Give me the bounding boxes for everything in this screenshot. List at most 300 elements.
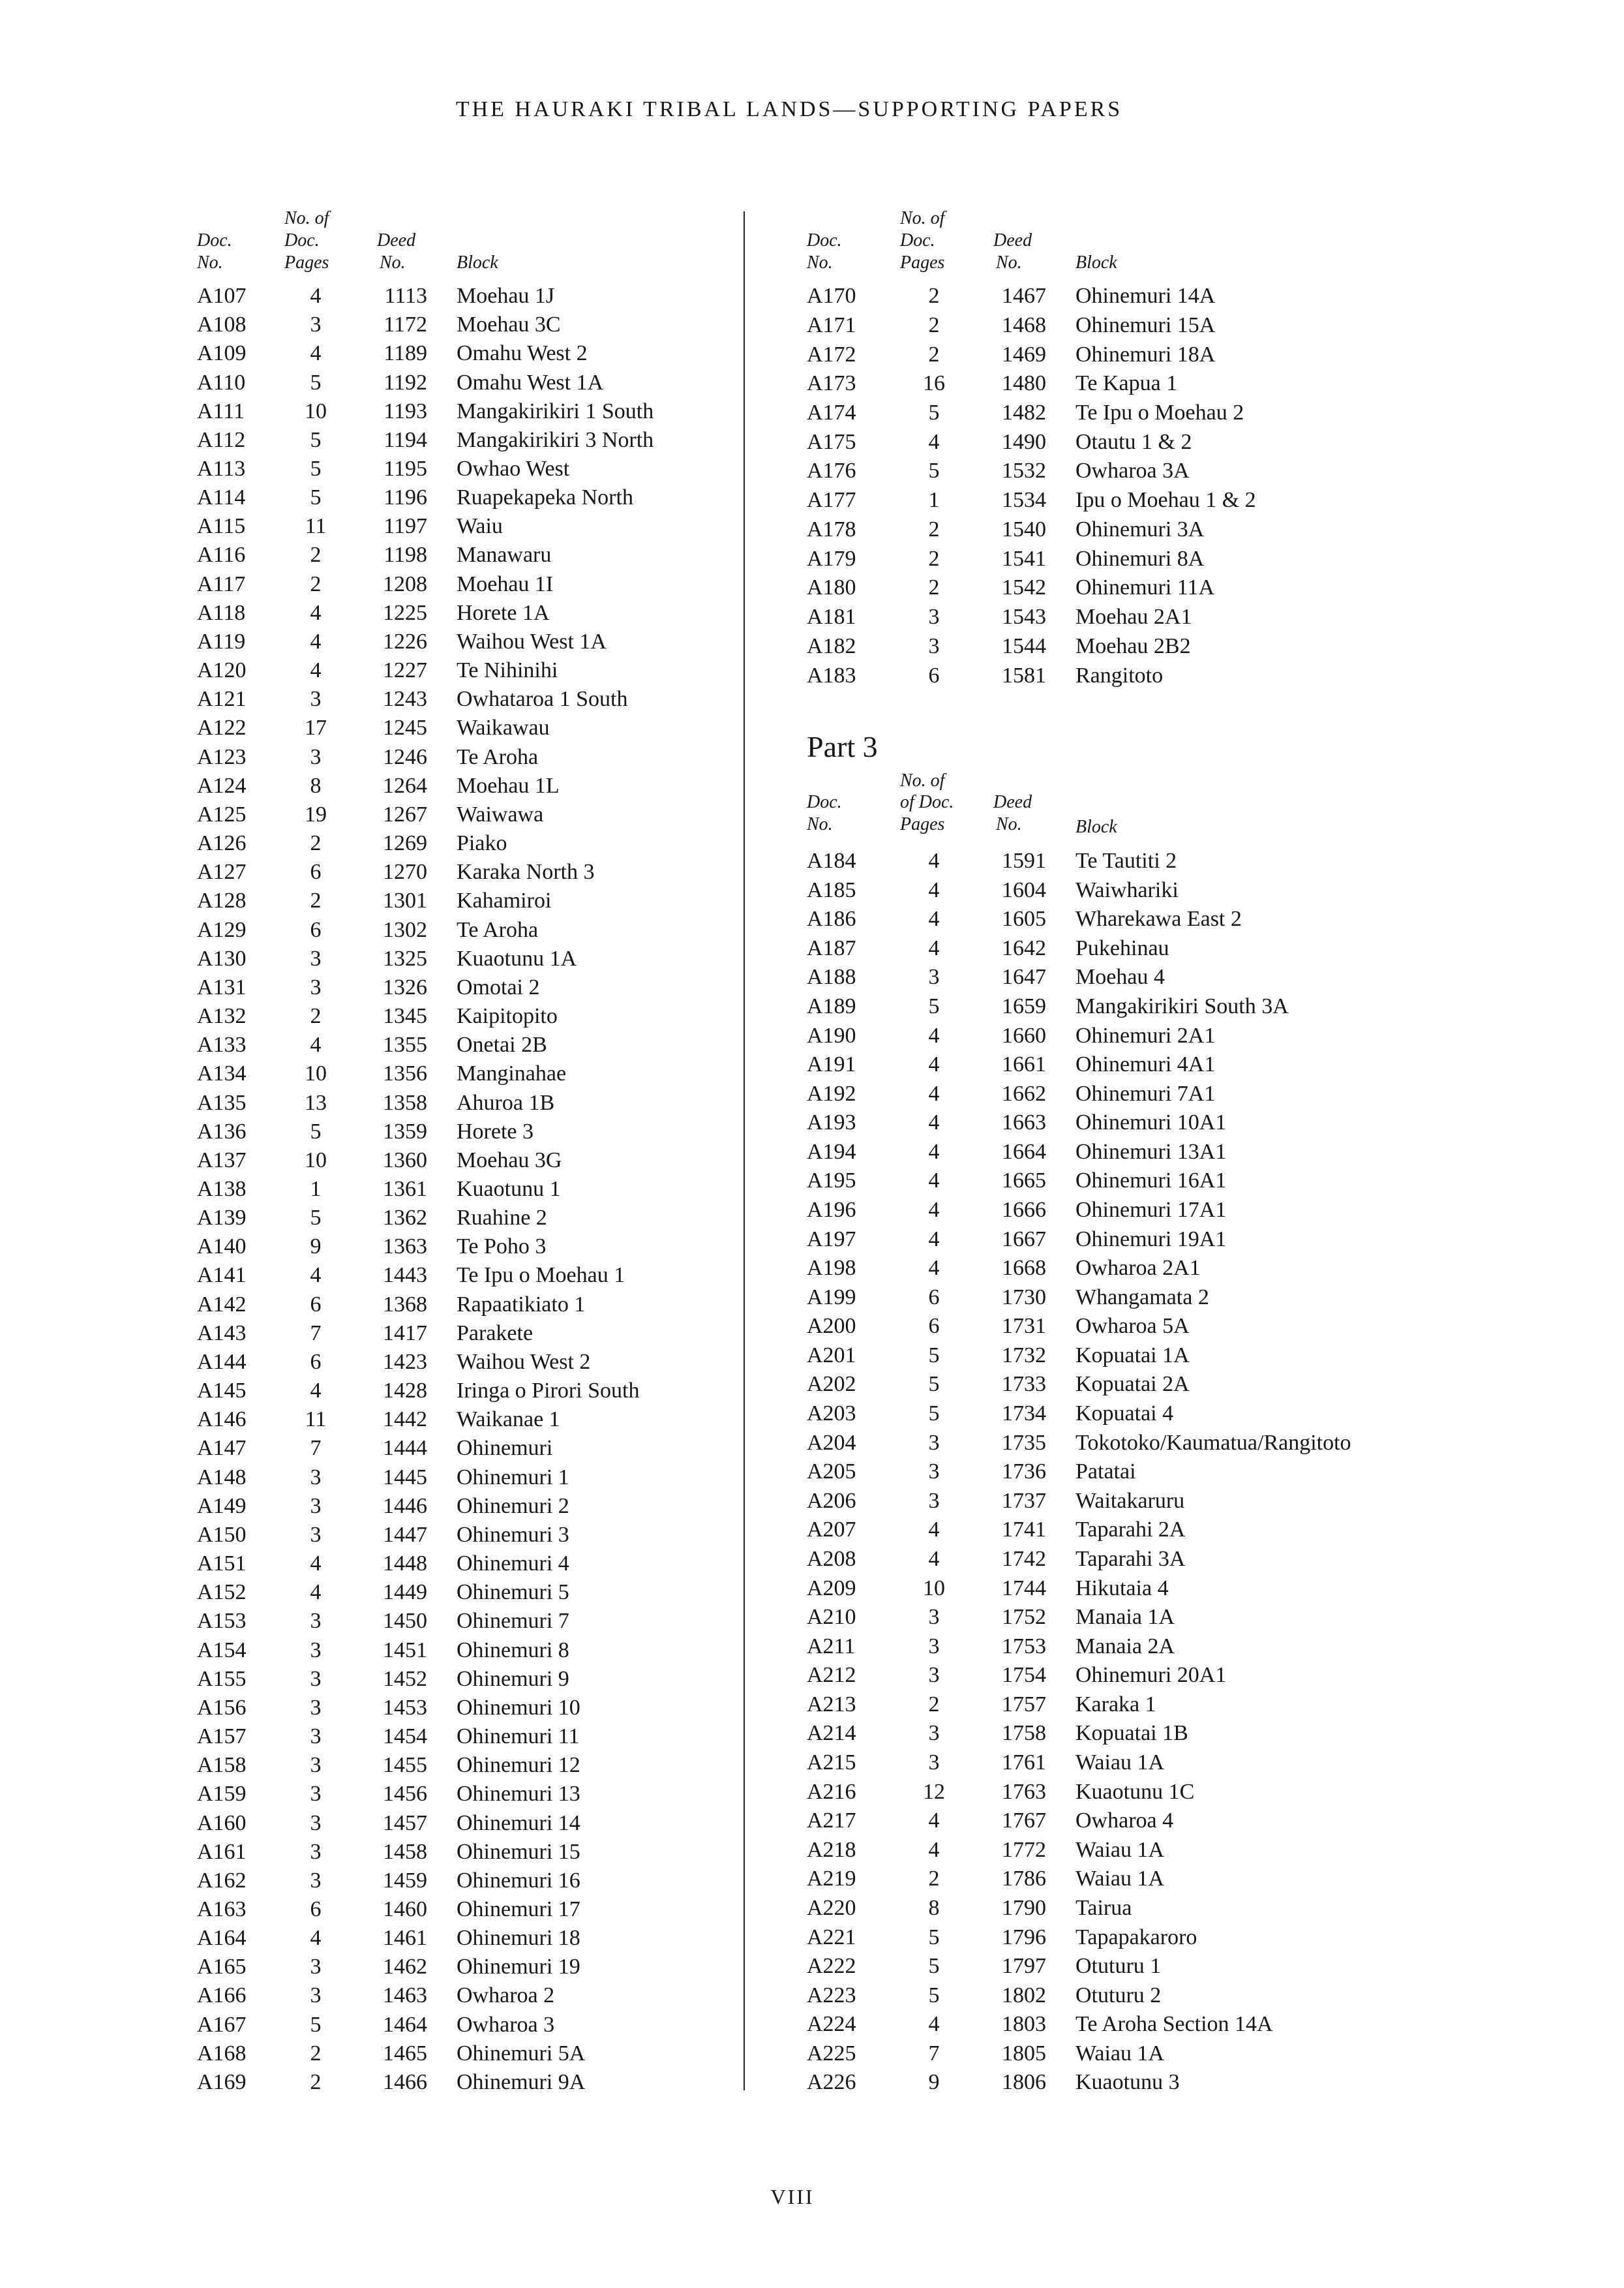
doc-no-cell: A181 [807, 605, 856, 630]
doc-no-cell: A133 [197, 1033, 247, 1058]
doc-no-cell: A189 [807, 994, 856, 1018]
table-row [0, 1545, 1624, 1574]
header-doc-no-line2: No. [197, 252, 223, 273]
header-block: Block [457, 252, 498, 273]
deed-no-cell: 1451 [383, 1638, 427, 1662]
block-cell: Ohinemuri 4 [457, 1551, 569, 1576]
block-cell: Ohinemuri 8A [1075, 546, 1205, 571]
block-cell: Ohinemuri 13A1 [1075, 1139, 1227, 1164]
doc-no-cell: A176 [807, 459, 856, 483]
doc-no-cell: A221 [807, 1925, 856, 1949]
block-cell: Te Nihinihi [457, 658, 558, 683]
pages-cell: 3 [928, 1634, 940, 1658]
block-cell: Moehau 3G [457, 1148, 562, 1172]
block-cell: Kuaotunu 1C [1075, 1779, 1195, 1804]
deed-no-cell: 1447 [383, 1522, 427, 1547]
pages-cell: 3 [928, 1750, 940, 1775]
deed-no-cell: 1246 [383, 744, 427, 769]
pages-cell: 6 [310, 1349, 322, 1374]
pages-cell: 4 [928, 936, 940, 960]
pages-cell: 6 [310, 860, 322, 885]
deed-no-cell: 1113 [384, 284, 427, 308]
block-cell: Ohinemuri 18 [457, 1926, 580, 1951]
table-row [0, 1487, 1624, 1516]
table-row [0, 1632, 1624, 1661]
block-cell: Ohinemuri 7 [457, 1609, 569, 1634]
pages-cell: 4 [928, 1081, 940, 1106]
doc-no-cell: A129 [197, 917, 247, 942]
pages-cell: 3 [310, 1493, 322, 1518]
deed-no-cell: 1270 [383, 860, 427, 885]
block-cell: Horete 3 [457, 1119, 534, 1144]
deed-no-cell: 1448 [383, 1551, 427, 1576]
table-row [0, 2068, 1624, 2097]
block-cell: Manawaru [457, 543, 552, 568]
block-cell: Ohinemuri 13 [457, 1782, 580, 1807]
block-cell: Te Ipu o Moehau 1 [457, 1263, 625, 1288]
doc-no-cell: A136 [197, 1119, 247, 1144]
pages-cell: 4 [310, 1263, 322, 1288]
doc-no-cell: A127 [197, 860, 247, 885]
deed-no-cell: 1444 [383, 1436, 427, 1461]
doc-no-cell: A193 [807, 1110, 856, 1135]
table-row [0, 1080, 1624, 1108]
deed-no-cell: 1482 [1002, 401, 1046, 425]
pages-cell: 2 [928, 1867, 940, 1891]
pages-cell: 3 [928, 1663, 940, 1688]
deed-no-cell: 1741 [1002, 1518, 1046, 1542]
doc-no-cell: A199 [807, 1285, 856, 1309]
deed-no-cell: 1753 [1002, 1634, 1046, 1658]
pages-cell: 3 [310, 1839, 322, 1864]
deed-no-cell: 1581 [1002, 663, 1046, 688]
deed-no-cell: 1264 [383, 773, 427, 798]
header-deed-no-line2: No. [996, 252, 1022, 273]
deed-no-cell: 1442 [383, 1407, 427, 1432]
table-row [0, 341, 1624, 369]
pages-cell: 7 [310, 1320, 322, 1345]
pages-cell: 2 [928, 342, 940, 367]
block-cell: Taparahi 3A [1075, 1546, 1186, 1571]
pages-cell: 9 [928, 2070, 940, 2095]
block-cell: Piako [457, 831, 507, 855]
deed-no-cell: 1752 [1002, 1605, 1046, 1630]
doc-no-cell: A116 [197, 543, 246, 568]
doc-no-cell: A132 [197, 1004, 247, 1028]
block-cell: Ohinemuri 4A1 [1075, 1052, 1216, 1077]
table-row [0, 1574, 1624, 1603]
doc-no-cell: A182 [807, 633, 856, 658]
doc-no-cell: A185 [807, 877, 856, 902]
deed-no-cell: 1806 [1002, 2070, 1046, 2095]
deed-no-cell: 1460 [383, 1897, 427, 1921]
doc-no-cell: A115 [197, 514, 246, 539]
deed-no-cell: 1767 [1002, 1808, 1046, 1833]
doc-no-cell: A198 [807, 1256, 856, 1281]
pages-cell: 3 [928, 1605, 940, 1630]
doc-no-cell: A130 [197, 946, 247, 971]
pages-cell: 2 [310, 889, 322, 913]
table-row [0, 603, 1624, 632]
block-cell: Ipu o Moehau 1 & 2 [1075, 488, 1256, 513]
block-cell: Te Poho 3 [457, 1234, 547, 1259]
pages-cell: 4 [928, 1546, 940, 1571]
doc-no-cell: A110 [197, 370, 246, 395]
block-cell: Waiwhariki [1075, 877, 1179, 902]
doc-no-cell: A203 [807, 1401, 856, 1426]
table-row [0, 486, 1624, 515]
deed-no-cell: 1735 [1002, 1430, 1046, 1455]
block-cell: Te Kapua 1 [1075, 371, 1178, 396]
block-cell: Ohinemuri 7A1 [1075, 1081, 1216, 1106]
doc-no-cell: A108 [197, 313, 247, 337]
pages-cell: 16 [923, 371, 945, 396]
table-row [0, 573, 1624, 602]
pages-cell: 3 [310, 1522, 322, 1547]
pages-cell: 6 [928, 1285, 940, 1309]
doc-no-cell: A162 [197, 1868, 247, 1893]
doc-no-cell: A191 [807, 1052, 856, 1077]
block-cell: Manaia 2A [1075, 1634, 1175, 1658]
deed-no-cell: 1245 [383, 716, 427, 740]
deed-no-cell: 1744 [1002, 1576, 1046, 1600]
pages-cell: 5 [310, 370, 322, 395]
block-cell: Ohinemuri 14A [1075, 284, 1216, 308]
table-row [0, 934, 1624, 963]
table-row [0, 311, 1624, 340]
pages-cell: 10 [305, 1061, 327, 1086]
block-cell: Owharoa 5A [1075, 1314, 1190, 1339]
deed-no-cell: 1534 [1002, 488, 1046, 513]
pages-cell: 5 [928, 1954, 940, 1978]
block-cell: Ohinemuri 2A1 [1075, 1023, 1216, 1048]
header-block: Block [1075, 252, 1117, 273]
deed-no-cell: 1196 [383, 485, 427, 510]
doc-no-cell: A166 [197, 1983, 247, 2008]
table-row [0, 457, 1624, 485]
pages-cell: 7 [310, 1436, 322, 1461]
deed-no-cell: 1467 [1002, 284, 1046, 308]
block-cell: Moehau 3C [457, 313, 561, 337]
block-cell: Moehau 1J [457, 284, 555, 308]
deed-no-cell: 1445 [383, 1465, 427, 1489]
pages-cell: 3 [310, 1465, 322, 1489]
pages-cell: 3 [310, 1695, 322, 1720]
doc-no-cell: A146 [197, 1407, 247, 1432]
doc-no-cell: A192 [807, 1081, 856, 1106]
doc-no-cell: A138 [197, 1177, 247, 1201]
pages-cell: 6 [310, 1897, 322, 1921]
pages-cell: 5 [928, 401, 940, 425]
deed-no-cell: 1362 [383, 1206, 427, 1230]
block-cell: Rapaatikiato 1 [457, 1292, 586, 1317]
pages-cell: 3 [310, 1955, 322, 1979]
deed-no-cell: 1543 [1002, 605, 1046, 630]
table-row [0, 1807, 1624, 1835]
block-cell: Karaka North 3 [457, 860, 595, 885]
deed-no-cell: 1226 [383, 629, 427, 654]
block-cell: Kopuatai 1B [1075, 1721, 1188, 1746]
deed-no-cell: 1466 [383, 2069, 427, 2094]
deed-no-cell: 1446 [383, 1493, 427, 1518]
pages-cell: 19 [305, 802, 327, 827]
doc-no-cell: A186 [807, 907, 856, 932]
deed-no-cell: 1733 [1002, 1372, 1046, 1397]
doc-no-cell: A143 [197, 1320, 247, 1345]
block-cell: Wharekawa East 2 [1075, 907, 1242, 932]
doc-no-cell: A107 [197, 284, 247, 308]
pages-cell: 13 [305, 1090, 327, 1115]
deed-no-cell: 1604 [1002, 877, 1046, 902]
table-row [0, 1981, 1624, 2010]
doc-no-cell: A222 [807, 1954, 856, 1978]
doc-no-cell: A218 [807, 1837, 856, 1862]
block-cell: Ohinemuri 10A1 [1075, 1110, 1227, 1135]
deed-no-cell: 1465 [383, 2041, 427, 2066]
deed-no-cell: 1642 [1002, 936, 1046, 960]
deed-no-cell: 1428 [383, 1379, 427, 1403]
pages-cell: 5 [928, 1401, 940, 1426]
pages-cell: 1 [928, 488, 940, 513]
deed-no-cell: 1269 [383, 831, 427, 855]
table-row [0, 1108, 1624, 1137]
block-cell: Ohinemuri 10 [457, 1695, 580, 1720]
deed-no-cell: 1449 [383, 1580, 427, 1605]
deed-no-cell: 1772 [1002, 1837, 1046, 1862]
pages-cell: 3 [928, 965, 940, 990]
pages-cell: 3 [310, 1638, 322, 1662]
deed-no-cell: 1805 [1002, 2041, 1046, 2066]
deed-no-cell: 1541 [1002, 546, 1046, 571]
table-row [0, 1225, 1624, 1254]
block-cell: Waikawau [457, 716, 550, 740]
block-cell: Ohinemuri 12 [457, 1753, 580, 1778]
doc-no-cell: A219 [807, 1867, 856, 1891]
table-row [0, 1370, 1624, 1399]
block-cell: Te Aroha Section 14A [1075, 2012, 1273, 2037]
header-deed-no-line1: Deed [377, 230, 416, 251]
doc-no-cell: A140 [197, 1234, 247, 1259]
doc-no-cell: A204 [807, 1430, 856, 1455]
pages-cell: 3 [310, 946, 322, 971]
doc-no-cell: A144 [197, 1349, 247, 1374]
pages-cell: 4 [310, 629, 322, 654]
doc-no-cell: A112 [197, 427, 246, 452]
doc-no-cell: A206 [807, 1488, 856, 1513]
doc-no-cell: A150 [197, 1522, 247, 1547]
block-cell: Parakete [457, 1320, 534, 1345]
block-cell: Ohinemuri 19A1 [1075, 1227, 1227, 1251]
table-row [0, 2010, 1624, 2039]
table-row [0, 1429, 1624, 1457]
header-deed-no-line1: Deed [993, 230, 1032, 251]
table-row [0, 1341, 1624, 1370]
doc-no-cell: A170 [807, 284, 856, 308]
deed-no-cell: 1736 [1002, 1459, 1046, 1484]
part3-header-deed-no-line1: Deed [993, 792, 1032, 812]
doc-no-cell: A180 [807, 575, 856, 600]
part3-header-doc-no-line1: Doc. [807, 792, 842, 812]
block-cell: Waiu [457, 514, 503, 539]
pages-cell: 2 [310, 572, 322, 596]
block-cell: Whangamata 2 [1075, 1285, 1209, 1309]
deed-no-cell: 1302 [383, 917, 427, 942]
deed-no-cell: 1786 [1002, 1867, 1046, 1891]
block-cell: Moehau 2B2 [1075, 633, 1191, 658]
pages-cell: 4 [928, 907, 940, 932]
pages-cell: 4 [928, 1139, 940, 1164]
pages-cell: 2 [928, 284, 940, 308]
pages-cell: 5 [928, 459, 940, 483]
pages-cell: 3 [310, 1782, 322, 1807]
block-cell: Ahuroa 1B [457, 1090, 555, 1115]
deed-no-cell: 1453 [383, 1695, 427, 1720]
doc-no-cell: A165 [197, 1955, 247, 1979]
pages-cell: 5 [928, 1983, 940, 2007]
pages-cell: 4 [310, 1379, 322, 1403]
table-row [0, 801, 1624, 829]
deed-no-cell: 1461 [383, 1926, 427, 1951]
doc-no-cell: A205 [807, 1459, 856, 1484]
deed-no-cell: 1665 [1002, 1168, 1046, 1193]
doc-no-cell: A175 [807, 429, 856, 454]
doc-no-cell: A207 [807, 1518, 856, 1542]
table-row [0, 2039, 1624, 2068]
doc-no-cell: A161 [197, 1839, 247, 1864]
block-cell: Pukehinau [1075, 936, 1169, 960]
pages-cell: 3 [310, 313, 322, 337]
doc-no-cell: A155 [197, 1666, 247, 1691]
doc-no-cell: A212 [807, 1663, 856, 1688]
deed-no-cell: 1663 [1002, 1110, 1046, 1135]
part-3-heading: Part 3 [807, 730, 878, 763]
table-row [0, 1865, 1624, 1893]
pages-cell: 2 [928, 1692, 940, 1716]
deed-no-cell: 1468 [1002, 313, 1046, 337]
pages-cell: 3 [928, 1430, 940, 1455]
table-row [0, 1661, 1624, 1690]
deed-no-cell: 1360 [383, 1148, 427, 1172]
part3-header-pages-line1: No. of [900, 770, 945, 791]
pages-cell: 4 [928, 1110, 940, 1135]
pages-cell: 4 [310, 1580, 322, 1605]
block-cell: Owharoa 3 [457, 2012, 555, 2037]
deed-no-cell: 1462 [383, 1955, 427, 1979]
pages-cell: 5 [928, 1372, 940, 1397]
pages-cell: 10 [305, 399, 327, 423]
header-pages-line2: Doc. [900, 230, 935, 251]
doc-no-cell: A120 [197, 658, 247, 683]
deed-no-cell: 1544 [1002, 633, 1046, 658]
deed-no-cell: 1356 [383, 1061, 427, 1086]
doc-no-cell: A145 [197, 1379, 247, 1403]
pages-cell: 2 [310, 2069, 322, 2094]
pages-cell: 6 [310, 917, 322, 942]
deed-no-cell: 1345 [383, 1004, 427, 1028]
doc-no-cell: A157 [197, 1724, 247, 1748]
block-cell: Waihou West 2 [457, 1349, 591, 1374]
doc-no-cell: A148 [197, 1465, 247, 1489]
doc-no-cell: A159 [197, 1782, 247, 1807]
pages-cell: 4 [310, 600, 322, 625]
pages-cell: 6 [310, 1292, 322, 1317]
doc-no-cell: A190 [807, 1023, 856, 1048]
doc-no-cell: A195 [807, 1168, 856, 1193]
doc-no-cell: A163 [197, 1897, 247, 1921]
block-cell: Iringa o Pirori South [457, 1379, 640, 1403]
doc-no-cell: A158 [197, 1753, 247, 1778]
deed-no-cell: 1455 [383, 1753, 427, 1778]
header-pages-line3: Pages [284, 252, 329, 273]
deed-no-cell: 1490 [1002, 429, 1046, 454]
block-cell: Manaia 1A [1075, 1605, 1175, 1630]
block-cell: Kahamiroi [457, 889, 552, 913]
pages-cell: 6 [928, 663, 940, 688]
doc-no-cell: A128 [197, 889, 247, 913]
table-row [0, 992, 1624, 1021]
doc-no-cell: A211 [807, 1634, 856, 1658]
part3-header-pages-line3: Pages [900, 814, 945, 834]
deed-no-cell: 1450 [383, 1609, 427, 1634]
doc-no-cell: A117 [197, 572, 246, 596]
block-cell: Owharoa 2A1 [1075, 1256, 1201, 1281]
table-row [0, 714, 1624, 742]
doc-no-cell: A154 [197, 1638, 247, 1662]
pages-cell: 2 [310, 831, 322, 855]
table-row [0, 1748, 1624, 1777]
deed-no-cell: 1732 [1002, 1343, 1046, 1367]
table-row [0, 282, 1624, 311]
doc-no-cell: A160 [197, 1810, 247, 1835]
doc-no-cell: A153 [197, 1609, 247, 1634]
doc-no-cell: A217 [807, 1808, 856, 1833]
doc-no-cell: A121 [197, 687, 247, 712]
pages-cell: 3 [310, 1724, 322, 1748]
doc-no-cell: A208 [807, 1546, 856, 1571]
doc-no-cell: A156 [197, 1695, 247, 1720]
doc-no-cell: A178 [807, 517, 856, 541]
block-cell: Otuturu 1 [1075, 1954, 1162, 1978]
block-cell: Kopuatai 2A [1075, 1372, 1190, 1397]
pages-cell: 11 [305, 514, 327, 539]
block-cell: Kuaotunu 1A [457, 946, 577, 971]
deed-no-cell: 1198 [383, 543, 427, 568]
pages-cell: 4 [928, 1023, 940, 1048]
part3-header-block: Block [1075, 817, 1117, 837]
block-cell: Omahu West 2 [457, 341, 588, 366]
deed-no-cell: 1195 [383, 457, 427, 481]
deed-no-cell: 1662 [1002, 1081, 1046, 1106]
block-cell: Ohinemuri 9 [457, 1666, 569, 1691]
table-row [0, 428, 1624, 457]
pages-cell: 4 [928, 1256, 940, 1281]
pages-cell: 4 [928, 1808, 940, 1833]
deed-no-cell: 1757 [1002, 1692, 1046, 1716]
header-pages-line1: No. of [900, 208, 945, 228]
doc-no-cell: A224 [807, 2012, 856, 2037]
block-cell: Ohinemuri 19 [457, 1955, 580, 1979]
running-head: THE HAURAKI TRIBAL LANDS—SUPPORTING PAPERS [455, 97, 1123, 121]
block-cell: Tairua [1075, 1895, 1132, 1920]
deed-no-cell: 1301 [383, 889, 427, 913]
doc-no-cell: A122 [197, 716, 247, 740]
deed-no-cell: 1480 [1002, 371, 1046, 396]
block-cell: Tapapakaroro [1075, 1925, 1197, 1949]
deed-no-cell: 1325 [383, 946, 427, 971]
pages-cell: 7 [928, 2041, 940, 2066]
pages-cell: 3 [928, 1488, 940, 1513]
deed-no-cell: 1459 [383, 1868, 427, 1893]
